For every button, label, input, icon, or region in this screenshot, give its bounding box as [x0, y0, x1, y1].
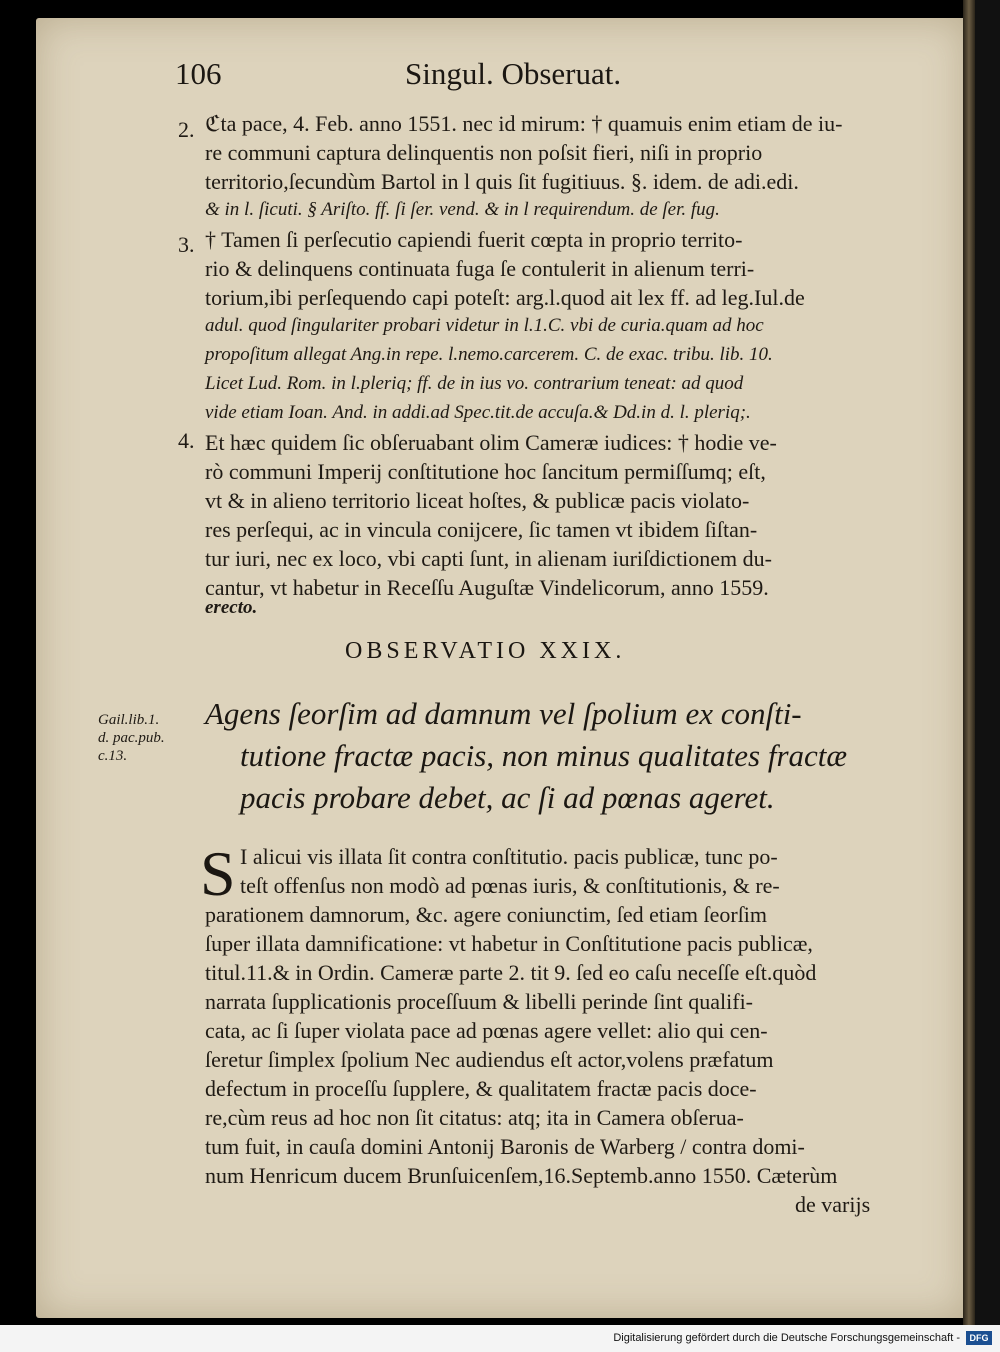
text-line: † Tamen ſi perſecutio capiendi fuerit cœpta in proprio territo-: [205, 227, 743, 252]
summary-line: tutione fractæ pacis, non minus qualitates fractæ: [240, 738, 848, 773]
text-line: vt & in alieno territorio liceat hoſtes, & publicæ pacis violato-: [205, 488, 750, 513]
summary-line: pacis probare debet, ac ſi ad pœnas ageret.: [240, 780, 775, 815]
text-line: re communi captura delinquentis non poſsit fieri, niſi in proprio: [205, 140, 763, 165]
observation-heading: OBSERVATIO XXIX.: [345, 638, 626, 664]
text-line: vide etiam Ioan. And. in addi.ad Spec.tit.de accuſa.& Dd.in d. l. pleriq;.: [205, 402, 751, 423]
book-spine: [963, 0, 975, 1325]
side-note: d. pac.pub.: [98, 730, 165, 746]
text-line: adul. quod ſingulariter probari videtur in l.1.C. vbi de curia.quam ad hoc: [205, 315, 764, 336]
body-line: tum fuit, in cauſa domini Antonij Baronis de Warberg / contra domi-: [205, 1134, 805, 1159]
running-title: Singul. Obseruat.: [405, 56, 622, 91]
text-line: erecto.: [205, 597, 258, 618]
text-line: rò communi Imperij conſtitutione hoc ſancitum permiſſumq; eſt,: [205, 459, 766, 484]
text-line: rio & delinquens continuata fuga ſe contulerit in alienum terri-: [205, 256, 755, 281]
footer-bar: [0, 1325, 1000, 1352]
text-line: torium,ibi perſequendo capi poteſt: arg.l.quod ait lex ff. ad leg.Iul.de: [205, 285, 805, 310]
text-line: Et hæc quidem ſic obſeruabant olim Cameræ iudices: † hodie ve-: [205, 430, 777, 455]
text-line: tur iuri, nec ex loco, vbi capti ſunt, in alienam iuriſdictionem du-: [205, 546, 772, 571]
footer-credit: Digitalisierung gefördert durch die Deutsche Forschungsgemeinschaft -: [613, 1332, 960, 1344]
side-note: c.13.: [98, 748, 128, 764]
body-line: ſuper illata damnificatione: vt habetur in Conſtitutione pacis publicæ,: [205, 931, 813, 956]
body-line: I alicui vis illata ſit contra conſtitutio. pacis publicæ, tunc po-: [240, 844, 778, 869]
body-line: teſt offenſus non modò ad pœnas iuris, & conſtitutionis, & re-: [240, 873, 780, 898]
margin-number: 3.: [178, 232, 195, 257]
body-line: re,cùm reus ad hoc non ſit citatus: atq; ita in Camera obſerua-: [205, 1105, 744, 1130]
body-line: titul.11.& in Ordin. Cameræ parte 2. tit 9. ſed eo caſu neceſſe eſt.quòd: [205, 960, 817, 985]
body-line: parationem damnorum, &c. agere coniunctim, ſed etiam ſeorſim: [205, 902, 768, 927]
text-line: cantur, vt habetur in Receſſu Auguſtæ Vindelicorum, anno 1559.: [205, 575, 769, 600]
body-line: num Henricum ducem Brunſuicenſem,16.Septemb.anno 1550. Cæterùm: [205, 1163, 838, 1188]
catchword: de varijs: [795, 1192, 871, 1217]
margin-number: 2.: [178, 117, 195, 142]
drop-cap: S: [200, 838, 236, 909]
page-number: 106: [175, 56, 222, 91]
text-line: ℭta pace, 4. Feb. anno 1551. nec id mirum: † quamuis enim etiam de iu-: [205, 111, 843, 136]
text-line: res perſequi, ac in vincula conijcere, ſic tamen vt ibidem ſiſtan-: [205, 517, 758, 542]
body-line: cata, ac ſi ſuper violata pace ad pœnas agere vellet: alio qui cen-: [205, 1018, 768, 1043]
body-line: defectum in proceſſu ſupplere, & qualitatem fractæ pacis doce-: [205, 1076, 757, 1101]
text-line: Licet Lud. Rom. in l.pleriq; ff. de in ius vo. contrarium teneat: ad quod: [205, 373, 744, 394]
summary-line: Agens ſeorſim ad damnum vel ſpolium ex conſti-: [205, 696, 802, 731]
dfg-logo: DFG: [966, 1331, 992, 1345]
margin-number: 4.: [178, 428, 195, 453]
text-line: & in l. ſicuti. § Ariſto. ff. ſi ſer. vend. & in l requirendum. de ſer. fug.: [205, 199, 720, 220]
text-line: territorio,ſecundùm Bartol in l quis ſit fugitiuus. §. idem. de adi.edi.: [205, 169, 799, 194]
text-line: propoſitum allegat Ang.in repe. l.nemo.carcerem. C. de exac. tribu. lib. 10.: [205, 344, 773, 365]
side-note: Gail.lib.1.: [98, 712, 160, 728]
body-line: narrata ſupplicationis proceſſuum & libelli perinde ſint qualifi-: [205, 989, 754, 1014]
body-line: ſeretur ſimplex ſpolium Nec audiendus eſt actor,volens præfatum: [205, 1047, 774, 1072]
